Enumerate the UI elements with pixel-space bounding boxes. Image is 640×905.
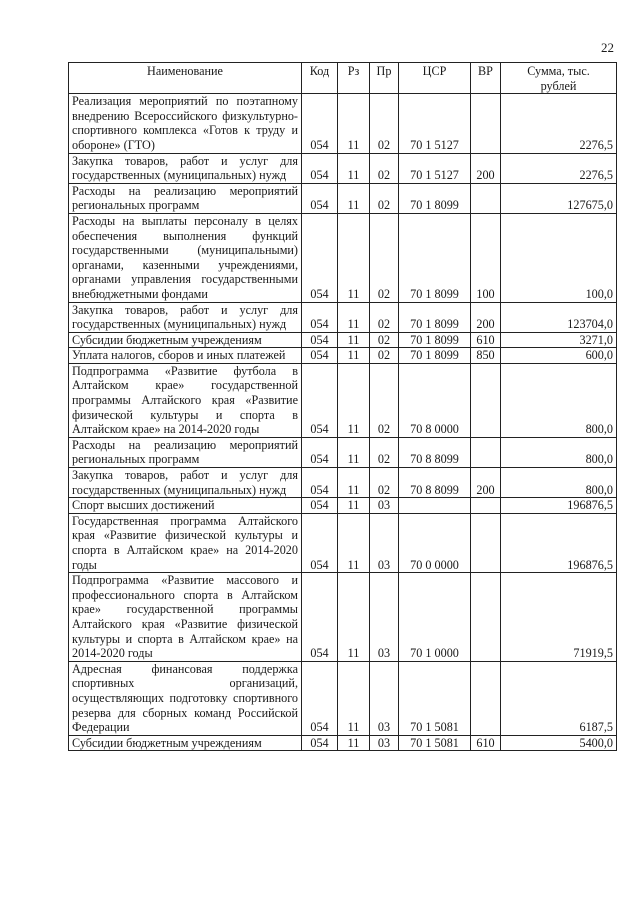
- row-pr: 02: [370, 437, 399, 467]
- table-row: [69, 302, 617, 332]
- row-sum: 800,0: [501, 468, 617, 498]
- row-rz: 11: [338, 513, 370, 572]
- row-kod: 054: [302, 153, 338, 183]
- row-rz: 11: [338, 573, 370, 662]
- row-kod: 054: [302, 513, 338, 572]
- row-name: Расходы на выплаты персоналу в целях обеспечения выполнения функций государственными (муниципальными) органами, казенными учреждениями, органами управления государственными внебюджетными фондами: [69, 213, 302, 302]
- row-kod: 054: [302, 573, 338, 662]
- row-csr: 70 8 8099: [399, 468, 471, 498]
- header-pr: Пр: [370, 63, 399, 94]
- row-csr: 70 8 0000: [399, 363, 471, 437]
- row-rz: 11: [338, 153, 370, 183]
- row-pr: 02: [370, 153, 399, 183]
- table-row: [69, 498, 617, 514]
- row-rz: 11: [338, 348, 370, 364]
- table-row: [69, 513, 617, 572]
- budget-table: [68, 62, 617, 751]
- row-sum: 71919,5: [501, 573, 617, 662]
- row-pr: 02: [370, 363, 399, 437]
- row-sum: 600,0: [501, 348, 617, 364]
- header-vr: ВР: [471, 63, 501, 94]
- row-csr: 70 1 8099: [399, 213, 471, 302]
- row-csr: [399, 498, 471, 514]
- row-name: Спорт высших достижений: [69, 498, 302, 514]
- row-vr: 610: [471, 735, 501, 751]
- row-vr: [471, 498, 501, 514]
- row-kod: 054: [302, 468, 338, 498]
- row-kod: 054: [302, 302, 338, 332]
- row-vr: [471, 513, 501, 572]
- row-kod: 054: [302, 348, 338, 364]
- row-rz: 11: [338, 183, 370, 213]
- row-vr: [471, 437, 501, 467]
- row-sum: 6187,5: [501, 661, 617, 735]
- row-sum: 2276,5: [501, 94, 617, 153]
- row-name: Расходы на реализацию мероприятий региональных программ: [69, 437, 302, 467]
- row-vr: [471, 183, 501, 213]
- table-row: [69, 348, 617, 364]
- row-vr: 610: [471, 332, 501, 348]
- row-name: Подпрограмма «Развитие массового и профессионального спорта в Алтайском крае» государственной программы Алтайского края «Развитие физической культуры и спорта в Алтайском крае» на 2014-2020 годы: [69, 573, 302, 662]
- row-vr: [471, 661, 501, 735]
- row-kod: 054: [302, 213, 338, 302]
- row-csr: 70 1 0000: [399, 573, 471, 662]
- row-rz: 11: [338, 468, 370, 498]
- row-csr: 70 1 8099: [399, 302, 471, 332]
- row-rz: 11: [338, 213, 370, 302]
- table-row: [69, 363, 617, 437]
- row-pr: 02: [370, 213, 399, 302]
- row-kod: 054: [302, 661, 338, 735]
- row-sum: 800,0: [501, 363, 617, 437]
- row-pr: 02: [370, 332, 399, 348]
- row-kod: 054: [302, 437, 338, 467]
- table-row: [69, 468, 617, 498]
- row-rz: 11: [338, 735, 370, 751]
- row-pr: 02: [370, 348, 399, 364]
- row-sum: 800,0: [501, 437, 617, 467]
- row-vr: 200: [471, 302, 501, 332]
- row-name: Уплата налогов, сборов и иных платежей: [69, 348, 302, 364]
- row-sum: 127675,0: [501, 183, 617, 213]
- table-row: [69, 332, 617, 348]
- table-body: [69, 94, 617, 751]
- header-rz: Рз: [338, 63, 370, 94]
- header-csr: ЦСР: [399, 63, 471, 94]
- row-vr: 100: [471, 213, 501, 302]
- table-row: [69, 183, 617, 213]
- row-pr: 02: [370, 94, 399, 153]
- row-csr: 70 1 5081: [399, 661, 471, 735]
- table-header-row: [69, 63, 617, 94]
- table-row: [69, 94, 617, 153]
- row-vr: 850: [471, 348, 501, 364]
- row-rz: 11: [338, 94, 370, 153]
- row-name: Подпрограмма «Развитие футбола в Алтайском крае» государственной программы Алтайского края «Развитие физической культуры и спорта в Алтайском крае» на 2014-2020 годы: [69, 363, 302, 437]
- row-kod: 054: [302, 498, 338, 514]
- table-row: [69, 437, 617, 467]
- row-csr: 70 1 5081: [399, 735, 471, 751]
- row-name: Закупка товаров, работ и услуг для государственных (муниципальных) нужд: [69, 153, 302, 183]
- row-rz: 11: [338, 332, 370, 348]
- row-sum: 123704,0: [501, 302, 617, 332]
- row-pr: 03: [370, 573, 399, 662]
- row-vr: [471, 94, 501, 153]
- row-csr: 70 1 5127: [399, 94, 471, 153]
- row-vr: 200: [471, 468, 501, 498]
- table-row: [69, 661, 617, 735]
- row-name: Адресная финансовая поддержка спортивных организаций, осуществляющих подготовку спортивного резерва для сборных команд Российской Федерации: [69, 661, 302, 735]
- row-rz: 11: [338, 437, 370, 467]
- row-csr: 70 1 5127: [399, 153, 471, 183]
- row-rz: 11: [338, 498, 370, 514]
- row-vr: 200: [471, 153, 501, 183]
- table-row: [69, 735, 617, 751]
- header-kod: Код: [302, 63, 338, 94]
- row-vr: [471, 363, 501, 437]
- table-row: [69, 213, 617, 302]
- row-csr: 70 1 8099: [399, 348, 471, 364]
- row-sum: 196876,5: [501, 513, 617, 572]
- row-pr: 03: [370, 735, 399, 751]
- row-kod: 054: [302, 332, 338, 348]
- table-row: [69, 573, 617, 662]
- row-name: Расходы на реализацию мероприятий региональных программ: [69, 183, 302, 213]
- row-pr: 03: [370, 661, 399, 735]
- row-rz: 11: [338, 363, 370, 437]
- row-csr: 70 8 8099: [399, 437, 471, 467]
- row-name: Субсидии бюджетным учреждениям: [69, 332, 302, 348]
- row-pr: 02: [370, 183, 399, 213]
- row-sum: 5400,0: [501, 735, 617, 751]
- row-csr: 70 1 8099: [399, 332, 471, 348]
- row-csr: 70 0 0000: [399, 513, 471, 572]
- header-name: Наименование: [69, 63, 302, 94]
- row-rz: 11: [338, 302, 370, 332]
- row-name: Закупка товаров, работ и услуг для государственных (муниципальных) нужд: [69, 468, 302, 498]
- row-name: Государственная программа Алтайского края «Развитие физической культуры и спорта в Алтайском крае» на 2014-2020 годы: [69, 513, 302, 572]
- row-rz: 11: [338, 661, 370, 735]
- page-number: 22: [601, 40, 614, 55]
- row-name: Закупка товаров, работ и услуг для государственных (муниципальных) нужд: [69, 302, 302, 332]
- row-kod: 054: [302, 94, 338, 153]
- row-pr: 03: [370, 513, 399, 572]
- row-kod: 054: [302, 735, 338, 751]
- row-sum: 100,0: [501, 213, 617, 302]
- row-vr: [471, 573, 501, 662]
- row-name: Субсидии бюджетным учреждениям: [69, 735, 302, 751]
- row-pr: 03: [370, 498, 399, 514]
- row-pr: 02: [370, 302, 399, 332]
- header-sum: Сумма, тыс. рублей: [501, 63, 617, 94]
- row-kod: 054: [302, 363, 338, 437]
- table-row: [69, 153, 617, 183]
- row-kod: 054: [302, 183, 338, 213]
- row-csr: 70 1 8099: [399, 183, 471, 213]
- row-sum: 3271,0: [501, 332, 617, 348]
- row-name: Реализация мероприятий по поэтапному внедрению Всероссийского физкультурно-спортивного комплекса «Готов к труду и обороне» (ГТО): [69, 94, 302, 153]
- row-sum: 2276,5: [501, 153, 617, 183]
- row-sum: 196876,5: [501, 498, 617, 514]
- row-pr: 02: [370, 468, 399, 498]
